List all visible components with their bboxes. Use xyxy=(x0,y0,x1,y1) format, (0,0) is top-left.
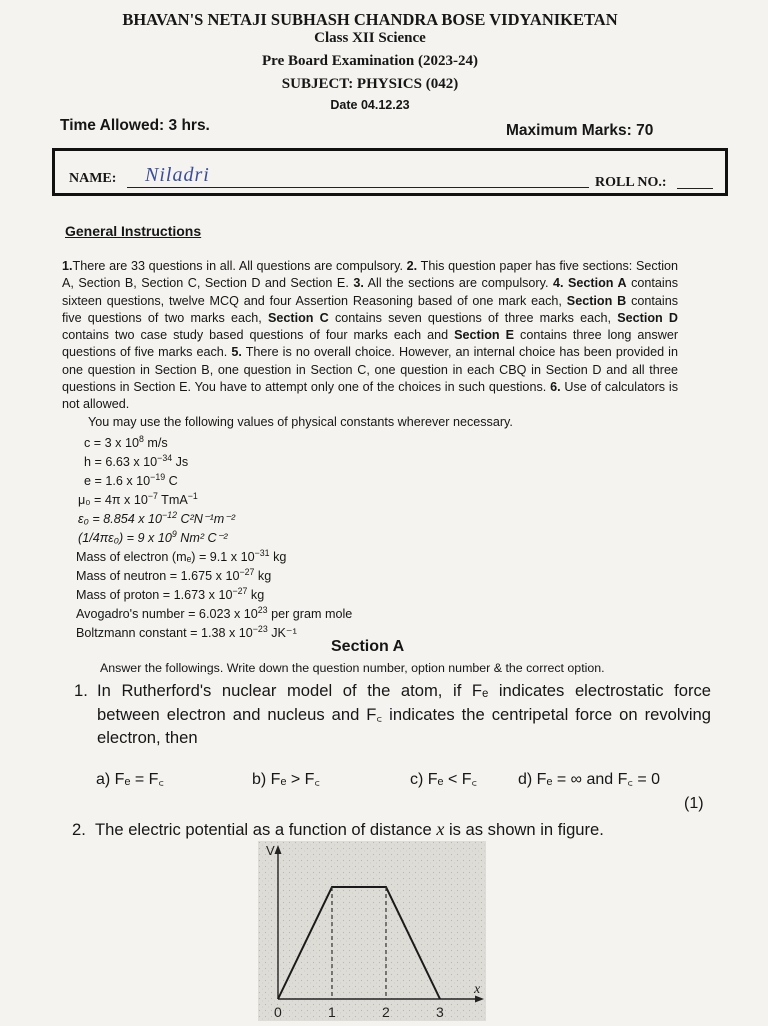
name-line xyxy=(127,187,589,188)
tick-1: 1 xyxy=(328,1004,336,1020)
q1-text: In Rutherford's nuclear model of the atom, if Fₑ indicates electrostatic force between electron and nucleus and F꜀ indicates the centripetal force on revolving electron, then xyxy=(97,681,711,747)
q1-option-d: d) Fₑ = ∞ and F꜀ = 0 xyxy=(518,771,661,788)
section-a-instruction: Answer the followings. Write down the question number, option number & the correct option. xyxy=(100,661,605,675)
tick-0: 0 xyxy=(274,1004,282,1020)
constant-h: h = 6.63 x $10^{-34}$ Js xyxy=(84,452,189,469)
constant-avogadro: Avogadro's number = 6.023 x $10^{23}$ per gram mole xyxy=(76,604,353,621)
tick-3: 3 xyxy=(436,1004,444,1020)
roll-no-label: ROLL NO.: xyxy=(595,175,667,190)
constant-electron-mass: Mass of electron (mₑ) = 9.1 x $10^{-31}$ kg xyxy=(76,547,287,564)
section-a-title: Section A xyxy=(331,638,405,655)
constant-boltzmann: Boltzmann constant = 1.38 x $10^{-23}$ JK⁻¹ xyxy=(76,623,297,640)
instructions-heading: General Instructions xyxy=(65,223,202,239)
potential-graph xyxy=(258,841,486,1021)
q2-text: The electric potential as a function of distance x is as shown in figure. xyxy=(95,819,604,839)
q1-option-a: a) Fₑ = F꜀ xyxy=(96,771,164,788)
q1-marks: (1) xyxy=(684,795,704,812)
constant-mu0: μ₀ = 4π x $10^{-7}$ TmA$^{-1}$ xyxy=(78,490,198,507)
tick-2: 2 xyxy=(382,1004,390,1020)
class-label: Class XII Science xyxy=(314,30,426,46)
graph-background xyxy=(258,841,486,1021)
constant-e: e = 1.6 x $10^{-19}$ C xyxy=(84,471,178,488)
q2-number: 2. xyxy=(72,820,86,839)
instructions-paragraph: 1.There are 33 questions in all. All questions are compulsory. 2. This question paper has five sections: Section A, Section B, Section C, Section D and Section E. 3. All the sections are compulsory. 4. Section A contains sixteen questions, twelve MCQ and four Assertion Reasoning based of one mark each, Section B contains five questions of two marks each, Section C contains seven questions of three marks each, Section D contains two case study based questions of four marks each and Section E contains three long answer questions of five marks each. 5. There is no overall choice. However, an internal choice has been provided in one question in Section B, one question in Section C, one question in each CBQ in Section D and all three questions in Section E. You have to attempt only one of the choices in such questions. 6. Use of calculators is not allowed. xyxy=(62,259,679,412)
school-name: BHAVAN'S NETAJI SUBHASH CHANDRA BOSE VIDYANIKETAN xyxy=(122,10,618,29)
exam-date: Date 04.12.23 xyxy=(330,98,410,112)
roll-no-line xyxy=(677,188,713,189)
exam-title: Pre Board Examination (2023-24) xyxy=(262,53,478,69)
time-allowed: Time Allowed: 3 hrs. xyxy=(60,117,210,134)
y-axis-label: V xyxy=(266,843,275,858)
constant-eps0: ε₀ = 8.854 x $10^{-12}$ C²N⁻¹m⁻² xyxy=(78,509,236,526)
student-details-box xyxy=(52,148,728,196)
q1-option-b: b) Fₑ > F꜀ xyxy=(252,771,320,788)
q1-option-c: c) Fₑ < F꜀ xyxy=(410,771,478,788)
constant-neutron-mass: Mass of neutron = 1.675 x $10^{-27}$ kg xyxy=(76,566,272,583)
handwritten-name: Niladri xyxy=(145,164,210,186)
constants-intro: You may use the following values of physical constants wherever necessary. xyxy=(88,415,513,429)
potential-graph-svg xyxy=(258,841,486,1021)
name-label: NAME: xyxy=(69,171,117,186)
maximum-marks: Maximum Marks: 70 xyxy=(506,122,654,139)
constant-coulomb: (1/4πε₀) = 9 x $10^9$ Nm² C⁻² xyxy=(78,528,228,545)
q1-number: 1. xyxy=(74,681,88,700)
x-axis-label: x xyxy=(474,982,481,997)
constant-c: c = 3 x $10^8$ m/s xyxy=(84,433,168,450)
subject-label: SUBJECT: PHYSICS (042) xyxy=(281,76,459,92)
constant-proton-mass: Mass of proton = 1.673 x $10^{-27}$ kg xyxy=(76,585,265,602)
